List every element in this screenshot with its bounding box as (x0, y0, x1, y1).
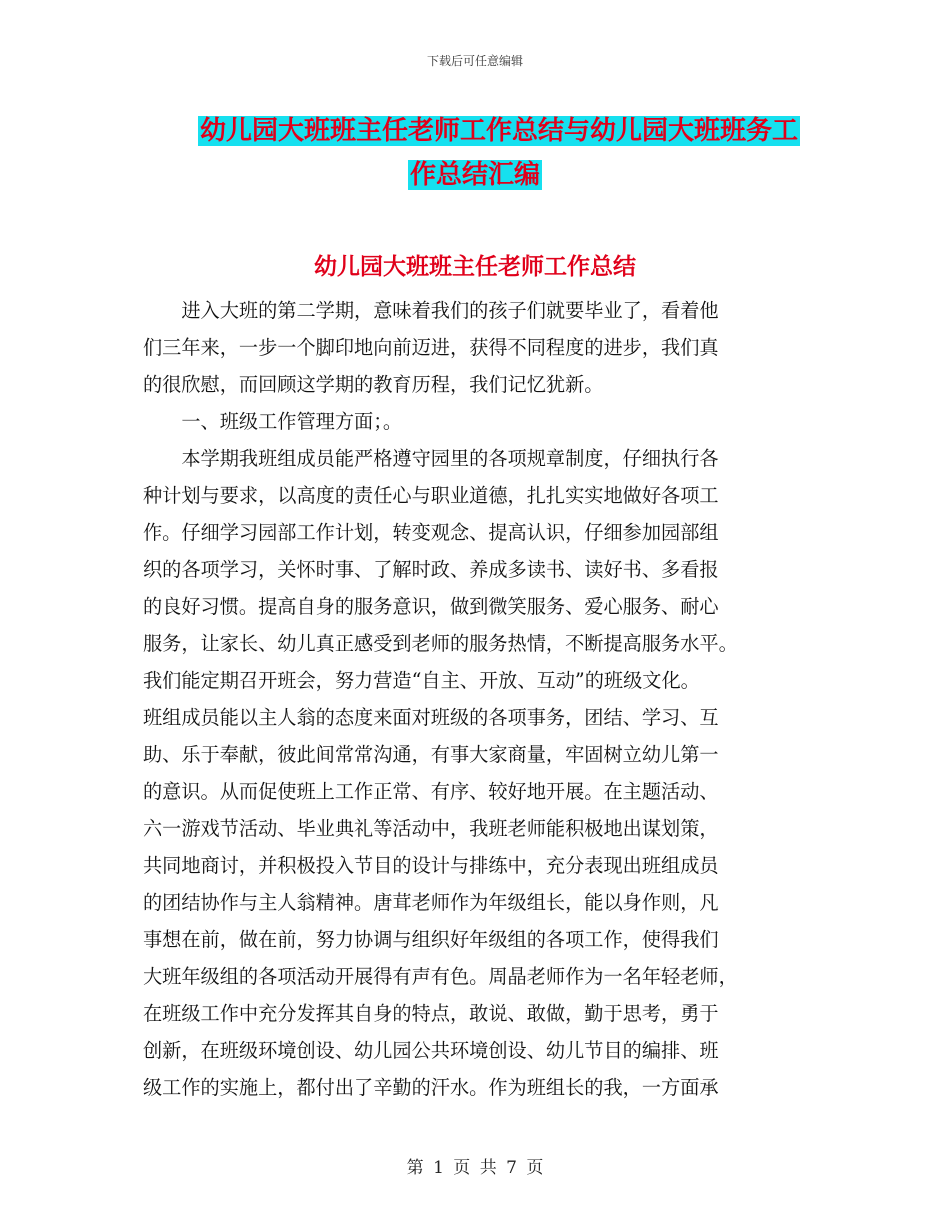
body-line: 大班年级组的各项活动开展得有声有色。周晶老师作为一名年轻老师， (143, 965, 738, 988)
body-line: 班组成员能以主人翁的态度来面对班级的各项事务，团结、学习、互 (143, 706, 719, 729)
body-line: 们三年来，一步一个脚印地向前迈进，获得不同程度的进步，我们真 (143, 336, 719, 359)
body-line: 服务，让家长、幼儿真正感受到老师的服务热情，不断提高服务水平。 (143, 632, 738, 655)
body-line: 本学期我班组成员能严格遵守园里的各项规章制度，仔细执行各 (143, 447, 719, 470)
title-highlight-1: 幼儿园大班班主任老师工作总结与幼儿园大班班务工 (199, 116, 798, 146)
body-line: 种计划与要求，以高度的责任心与职业道德，扎扎实实地做好各项工 (143, 484, 719, 507)
body-line: 事想在前，做在前，努力协调与组织好年级组的各项工作，使得我们 (143, 928, 719, 951)
body-line: 在班级工作中充分发挥其自身的特点，敢说、敢做，勤于思考，勇于 (143, 1002, 719, 1025)
document-title-line-2 (0, 158, 950, 192)
body-line: 的团结协作与主人翁精神。唐茸老师作为年级组长，能以身作则，凡 (143, 891, 719, 914)
body-line: 六一游戏节活动、毕业典礼等活动中，我班老师能积极地出谋划策， (143, 817, 719, 840)
body-line: 进入大班的第二学期，意味着我们的孩子们就要毕业了，看着他 (143, 299, 719, 322)
section-title: 幼儿园大班班主任老师工作总结 (314, 254, 636, 280)
body-line: 一、班级工作管理方面；。 (143, 410, 403, 433)
body-text (143, 292, 813, 1106)
body-line: 作。仔细学习园部工作计划，转变观念、提高认识，仔细参加园部组 (143, 521, 719, 544)
header-note: 下载后可任意编辑 (426, 54, 523, 68)
body-line: 我们能定期召开班会，努力营造“自主、开放、互动”的班级文化。 (143, 669, 700, 692)
body-line: 创新，在班级环境创设、幼儿园公共环境创设、幼儿节目的编排、班 (143, 1039, 719, 1062)
body-line: 织的各项学习，关怀时事、了解时政、养成多读书、读好书、多看报 (143, 558, 719, 581)
page-footer: 第 1 页 共 7 页 (406, 1158, 544, 1178)
body-line: 助、乐于奉献，彼此间常常沟通，有事大家商量，牢固树立幼儿第一 (143, 743, 719, 766)
body-line: 的良好习惯。提高自身的服务意识，做到微笑服务、爱心服务、耐心 (143, 595, 719, 618)
body-line: 级工作的实施上，都付出了辛勤的汗水。作为班组长的我，一方面承 (143, 1076, 719, 1099)
body-line: 的很欣慰，而回顾这学期的教育历程，我们记忆犹新。 (143, 373, 604, 396)
body-line: 共同地商讨，并积极投入节目的设计与排练中，充分表现出班组成员 (143, 854, 719, 877)
document-title-line-1 (24, 114, 950, 148)
body-line: 的意识。从而促使班上工作正常、有序、较好地开展。在主题活动、 (143, 780, 719, 803)
title-highlight-2: 作总结汇编 (409, 160, 540, 190)
